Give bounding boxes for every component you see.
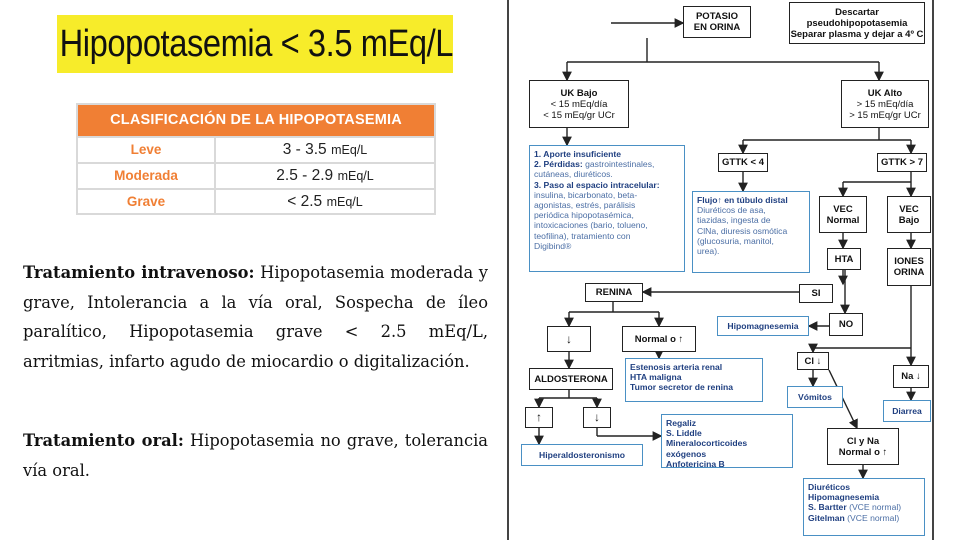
descartar-line-1: Descartar [835,6,879,18]
regaliz-line-2: S. Liddle [666,428,702,439]
classification-row [78,162,434,188]
diureticos-line-4b: (VCE normal) [847,512,900,523]
classification-row [78,136,434,162]
estenosis-line-2: HTA maligna [630,372,682,383]
hiperaldosteronismo-box: Hiperaldosteronismo [521,444,643,466]
regaliz-line-1: Regaliz [666,418,697,428]
vec-normal-line-1: VEC [833,203,853,215]
uk-bajo-line-2: < 15 mEq/día [550,98,608,110]
hta-box: HTA [827,248,861,270]
classification-unit: mEq/L [326,195,363,209]
classification-level: Grave [78,190,216,214]
no-box: NO [829,313,863,336]
causes-line-3g: Digibind® [534,240,572,251]
estenosis-line-1: Estenosis arteria renal [630,362,723,372]
diureticos-box [803,478,925,536]
classification-level: Moderada [78,164,216,188]
vomitos-box: Vómitos [787,386,843,408]
diureticos-line-3b: (VCE normal) [849,502,902,513]
oral-treatment-text: Hipopotasemia no grave, tolerancia vía oral. [23,431,488,480]
causes-line-2a: 2. Pérdidas: [534,159,583,170]
potasio-line-2: EN ORINA [693,22,741,33]
vec-normal-box [819,196,867,233]
oral-treatment-paragraph [23,426,488,485]
flujo-line-5: urea). [697,246,720,257]
hipomagnesemia-box: Hipomagnesemia [717,316,809,336]
flowchart [507,0,932,540]
descartar-box [789,2,925,44]
na-down-box: Na ↓ [893,365,929,388]
flujo-line-1: Diuréticos de asa, [697,205,766,216]
causes-line-3e: intoxicaciones (bario, tolueno, [534,220,648,231]
page-title-text: Hipopotasemia < 3.5 mEq/L [59,23,454,65]
causes-line-3d: periódica hipopotasémica, [534,210,634,221]
vec-bajo-line-2: Bajo [898,214,920,226]
cl-na-line-2: Normal o ↑ [838,446,888,458]
iones-orina-box [887,248,931,286]
uk-alto-box [841,80,929,128]
classification-range: 3 - 3.5 [282,141,327,158]
classification-range-cell [216,138,434,162]
descartar-line-2: pseudohipopotasemia [806,17,908,29]
uk-bajo-line-3: < 15 mEq/gr UCr [543,109,615,121]
diureticos-line-1: Diuréticos [808,482,851,492]
uk-bajo-title: UK Bajo [560,87,598,99]
causes-box [529,145,685,272]
diarrea-box: Diarrea [883,400,931,422]
renina-normal-up-box: Normal o ↑ [622,326,696,352]
cl-na-line-1: Cl y Na [846,435,880,447]
page-title [57,15,453,73]
causes-line-3c: agonistas, estrés, parálisis [534,200,636,211]
classification-range: < 2.5 [287,193,323,210]
renina-box: RENINA [585,283,643,302]
causes-line-1: 1. Aporte insuficiente [534,149,622,159]
classification-range-cell [216,190,434,214]
flujo-line-4: (glucosuria, manitol, [697,235,774,246]
vec-normal-line-2: Normal [826,214,860,226]
iv-treatment-text: Hipopotasemia moderada y grave, Intolerancia a la vía oral, Sospecha de íleo paralítico, Hipopotasemia grave < 2.5 mEq/L, arritmias, infarto agudo de miocardio o digitalización. [23,263,488,371]
regaliz-box [661,414,793,468]
cl-down-box: Cl ↓ [797,352,829,370]
flujo-title: Flujo↑ en túbulo distal [697,195,788,205]
potasio-line-1: POTASIO [695,11,739,22]
iones-line-2: ORINA [893,267,925,278]
uk-alto-line-3: > 15 mEq/gr UCr [849,109,921,121]
cl-na-box [827,428,899,465]
aldosterona-down-box: ↓ [583,407,611,428]
classification-row [78,188,434,214]
flujo-line-3: ClNa, diuresis osmótica [697,225,788,236]
iv-treatment-label: Tratamiento intravenoso: [23,263,255,282]
descartar-line-3: Separar plasma y dejar a 4º C [790,28,924,40]
vec-bajo-line-1: VEC [899,203,919,215]
iones-line-1: IONES [894,256,924,267]
oral-treatment-label: Tratamiento oral: [23,431,184,450]
estenosis-box [625,358,763,402]
potasio-orina-box [683,6,751,38]
classification-table [76,103,436,215]
uk-alto-title: UK Alto [867,87,903,99]
classification-level: Leve [78,138,216,162]
diureticos-line-4a: Gitelman [808,512,845,523]
aldosterona-box: ALDOSTERONA [529,368,613,390]
regaliz-line-3: Mineralocorticoides exógenos [666,438,748,459]
gttk-high-box: GTTK > 7 [877,153,927,172]
diureticos-line-3a: S. Bartter [808,502,847,513]
classification-range: 2.5 - 2.9 [276,167,334,184]
classification-unit: mEq/L [331,143,368,157]
diureticos-line-2: Hipomagnesemia [808,492,880,503]
classification-range-cell [216,164,434,188]
gttk-low-box: GTTK < 4 [718,153,768,172]
flujo-line-2: tiazidas, ingesta de [697,215,771,226]
causes-line-3b: insulina, bicarbonato, beta- [534,189,638,200]
iv-treatment-paragraph [23,258,488,376]
classification-unit: mEq/L [337,169,374,183]
aldosterona-up-box: ↑ [525,407,553,428]
si-box: SI [799,284,833,303]
causes-line-3: 3. Paso al espacio intracelular: [534,179,660,190]
flujo-box [692,191,810,273]
uk-bajo-box [529,80,629,128]
regaliz-line-4: Anfotericina B [666,458,725,469]
causes-line-2c: cutáneas, diuréticos. [534,169,613,180]
causes-line-3f: teofilina), tratamiento con [534,230,631,241]
causes-line-2b: gastrointestinales, [585,159,655,170]
renina-down-box: ↓ [547,326,591,352]
uk-alto-line-2: > 15 mEq/día [856,98,914,110]
vec-bajo-box [887,196,931,233]
estenosis-line-3: Tumor secretor de renina [630,382,733,393]
classification-table-header: CLASIFICACIÓN DE LA HIPOPOTASEMIA [78,105,434,136]
